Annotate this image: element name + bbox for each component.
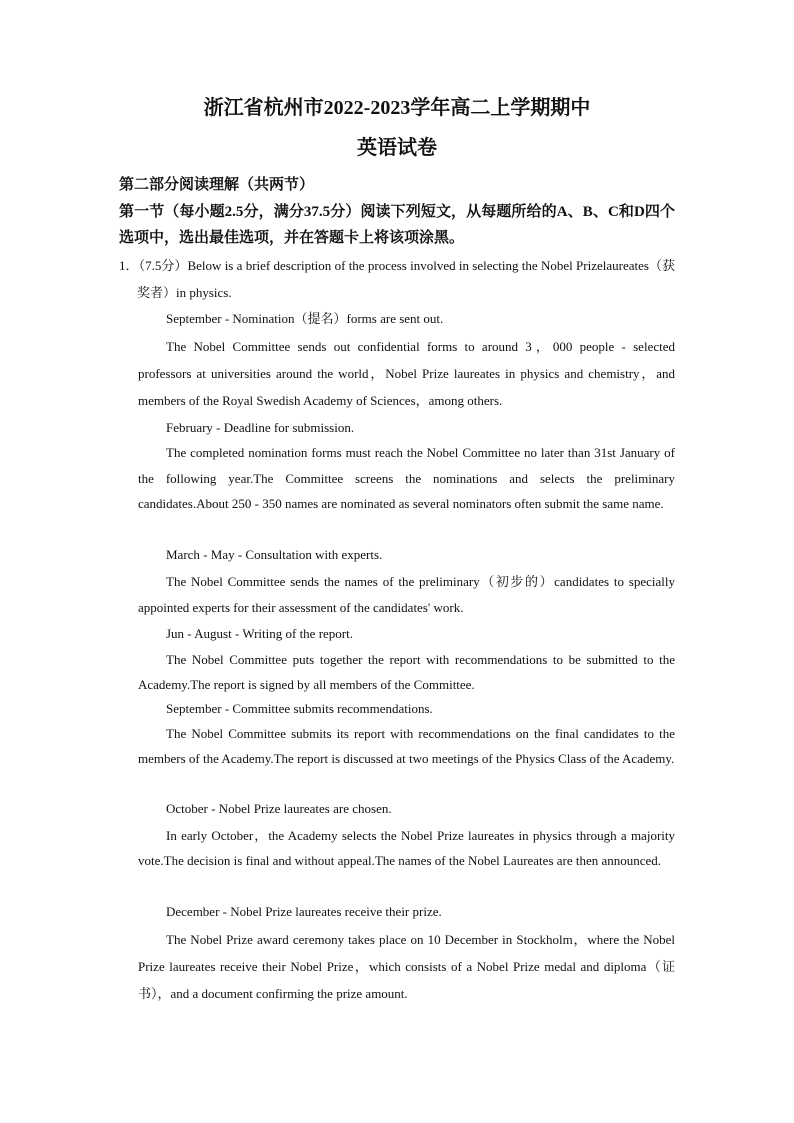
step-heading: October - Nobel Prize laureates are chosen. [166,801,392,816]
step-text: The completed nomination forms must reach the Nobel Committee no later than 31st January of the following year.The Committee screens the nominations and selects the preliminary candidates.About 250 - 350 names are nominated as several nominators often submit the same name. [138,445,675,511]
step-text: The Nobel Committee sends out confidential forms to around 3，000 people - selected professors at universities around the world，Nobel Prize laureates in physics and chemistry，and members of the Royal Swedish Academy of Sciences，among others. [138,339,675,408]
step-text: The Nobel Prize award ceremony takes place on 10 December in Stockholm，where the Nobel Prize laureates receive their Nobel Prize，which consists of a Nobel Prize medal and diploma（证书），and a document confirming the prize amount. [138,932,675,1001]
exam-title: 浙江省杭州市2022-2023学年高二上学期期中 [203,97,591,119]
step-heading: September - Committee submits recommendations. [166,701,433,716]
question-intro-text: （7.5分）Below is a brief description of the process involved in selecting the Nobel Prizelaureates（获奖者）in physics. [137,258,675,300]
step-text: In early October，the Academy selects the Nobel Prize laureates in physics through a majority vote.The decision is final and without appeal.The names of the Nobel Laureates are then announced. [138,828,675,868]
step-text: The Nobel Committee sends the names of the preliminary（初步的）candidates to specially appointed experts for their assessment of the candidates' work. [138,574,675,615]
step-text: The Nobel Committee puts together the report with recommendations to be submitted to the Academy.The report is signed by all members of the Committee. [138,652,675,692]
question-intro [119,252,675,306]
step-heading: Jun - August - Writing of the report. [166,626,353,641]
exam-subtitle: 英语试卷 [357,137,437,159]
section-heading: 第二部分阅读理解（共两节） [119,177,315,193]
step-heading: September - Nomination（提名）forms are sent out. [166,311,444,326]
question-number: 1． [119,258,139,273]
step-heading: February - Deadline for submission. [166,420,355,435]
question-1 [119,252,675,306]
section-instruction: 第一节（每小题2.5分，满分37.5分）阅读下列短文，从每题所给的A、B、C和D四个选项中，选出最佳选项，并在答题卡上将该项涂黑。 [119,204,675,246]
step-heading: December - Nobel Prize laureates receive their prize. [166,904,442,919]
step-heading: March - May - Consultation with experts. [166,547,383,562]
step-text: The Nobel Committee submits its report with recommendations on the final candidates to the members of the Academy.The report is discussed at two meetings of the Physics Class of the Academy. [138,726,675,766]
